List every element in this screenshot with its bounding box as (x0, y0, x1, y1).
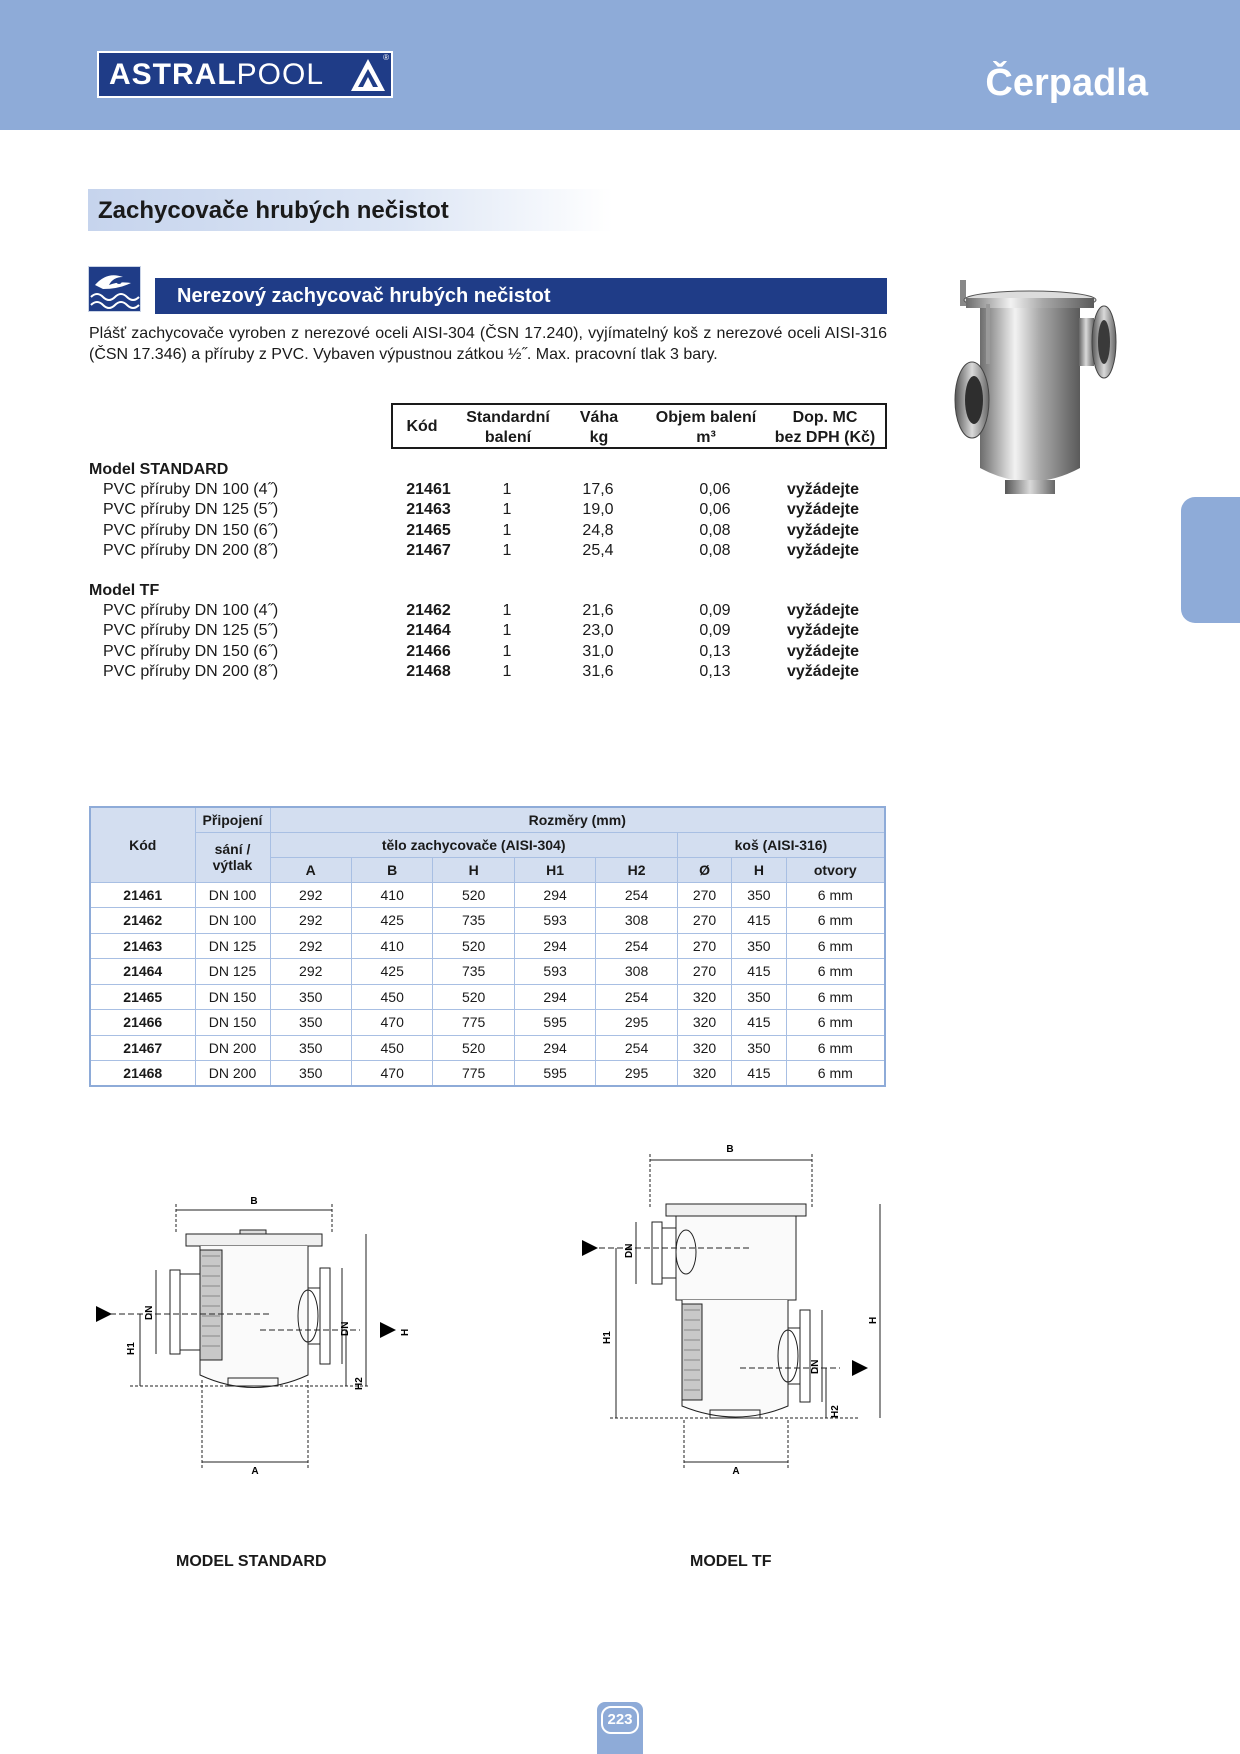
table-cell: 520 (433, 933, 514, 959)
spec-row: PVC příruby DN 100 (4˝) 21461 1 17,6 0,06 vyžádejte (103, 481, 860, 498)
header-code: Kód (406, 418, 438, 435)
table-cell: 735 (433, 959, 514, 985)
table-cell: DN 125 (195, 933, 270, 959)
table-cell: 320 (677, 1010, 731, 1036)
table-cell: 350 (732, 984, 786, 1010)
dimensions-table-body (90, 882, 885, 1086)
label-h: H (400, 1328, 411, 1336)
table-cell: DN 200 (195, 1035, 270, 1061)
table-cell: 6 mm (786, 1010, 885, 1036)
label-dn-right: DN (340, 1321, 351, 1336)
caption-model-standard: MODEL STANDARD (176, 1553, 327, 1570)
table-cell: 254 (596, 933, 678, 959)
table-cell: 470 (351, 1061, 432, 1087)
table-cell: 254 (596, 1035, 678, 1061)
table-cell: 593 (514, 908, 595, 934)
table-cell: 292 (270, 908, 351, 934)
spec-table-header (391, 403, 887, 449)
table-cell: 520 (433, 984, 514, 1010)
table-cell: 21467 (90, 1035, 195, 1061)
table-cell: DN 125 (195, 959, 270, 985)
table-cell: 270 (677, 908, 731, 934)
table-cell: 425 (351, 959, 432, 985)
table-cell: 520 (433, 1035, 514, 1061)
table-cell: DN 200 (195, 1061, 270, 1087)
table-cell: 292 (270, 882, 351, 908)
table-cell: 350 (732, 933, 786, 959)
table-cell: 775 (433, 1061, 514, 1087)
table-cell: 350 (270, 1035, 351, 1061)
table-cell: 415 (732, 1010, 786, 1036)
label-b: B (726, 1144, 734, 1155)
table-cell: 6 mm (786, 959, 885, 985)
astralpool-logo: ASTRALPOOL ® (97, 51, 393, 98)
table-cell: 294 (514, 933, 595, 959)
table-cell: 21463 (90, 933, 195, 959)
drawing-model-standard (90, 1190, 420, 1480)
table-cell: 21466 (90, 1010, 195, 1036)
table-cell: 254 (596, 882, 678, 908)
label-h2: H2 (830, 1405, 841, 1418)
group-title-standard: Model STANDARD (89, 461, 229, 478)
table-cell: 320 (677, 1061, 731, 1087)
table-cell: 450 (351, 984, 432, 1010)
table-cell: 308 (596, 908, 678, 934)
table-cell: 410 (351, 933, 432, 959)
side-tab (1181, 497, 1240, 623)
label-a: A (732, 1466, 740, 1477)
table-cell: 21462 (90, 908, 195, 934)
spec-row: PVC příruby DN 200 (8˝) 21467 1 25,4 0,08 vyžádejte (103, 541, 860, 559)
table-cell: DN 100 (195, 882, 270, 908)
table-cell: 254 (596, 984, 678, 1010)
table-row (90, 1035, 885, 1061)
product-title: Nerezový zachycovač hrubých nečistot (177, 285, 551, 307)
page-number: 223 (601, 1706, 639, 1734)
dim-col-holes: otvory (786, 857, 885, 882)
registered-mark: ® (383, 53, 389, 62)
dim-header-basket: koš (AISI-316) (677, 832, 885, 857)
table-cell: 775 (433, 1010, 514, 1036)
table-cell: 320 (677, 1035, 731, 1061)
table-cell: 6 mm (786, 908, 885, 934)
dim-col-diameter: Ø (677, 857, 731, 882)
header-price: Dop. MC bez DPH (Kč) (774, 409, 876, 446)
spec-row: PVC příruby DN 150 (6˝) 21466 1 31,0 0,13 vyžádejte (103, 642, 860, 660)
dim-col-a: A (270, 857, 351, 882)
product-description: Plášť zachycovače vyroben z nerezové oceli AISI-304 (ČSN 17.240), vyjímatelný koš z nerezové oceli AISI-316 (ČSN 17.346) a příruby z PVC. Vybaven výpustnou zátkou ½˝. Max. pracovní tlak 3 bary. (89, 325, 887, 363)
spec-row: PVC příruby DN 100 (4˝) 21462 1 21,6 0,09 vyžádejte (103, 602, 860, 620)
table-cell: 270 (677, 933, 731, 959)
heading-box (88, 189, 613, 231)
dim-header-body: tělo zachycovače (AISI-304) (270, 832, 677, 857)
product-title-bar (155, 278, 887, 314)
table-row (90, 984, 885, 1010)
dim-col-h2: H2 (596, 857, 678, 882)
table-row (90, 959, 885, 985)
dim-col-h1: H1 (514, 857, 595, 882)
label-h2: H2 (354, 1377, 365, 1390)
dim-header-code: Kód (90, 807, 195, 882)
table-cell: 294 (514, 882, 595, 908)
label-h: H (868, 1316, 879, 1324)
table-cell: 595 (514, 1061, 595, 1087)
table-cell: 410 (351, 882, 432, 908)
table-cell: 295 (596, 1010, 678, 1036)
page-number-tab (597, 1702, 643, 1754)
dim-header-suction-discharge: sání / výtlak (195, 832, 270, 882)
pool-filter-category-icon (88, 266, 141, 312)
table-cell: 415 (732, 1061, 786, 1087)
group-title-tf: Model TF (89, 582, 160, 600)
table-cell: 470 (351, 1010, 432, 1036)
spec-row: PVC příruby DN 200 (8˝) 21468 1 31,6 0,13 vyžádejte (103, 663, 860, 681)
dim-col-basket-h: H (732, 857, 786, 882)
dimensions-table (89, 806, 886, 1087)
spec-row: PVC příruby DN 150 (6˝) 21465 1 24,8 0,08 vyžádejte (103, 521, 860, 539)
table-cell: 6 mm (786, 933, 885, 959)
table-row (90, 1061, 885, 1087)
table-cell: 415 (732, 959, 786, 985)
table-cell: 350 (732, 1035, 786, 1061)
section-title: Čerpadla (985, 62, 1148, 104)
dim-col-h: H (433, 857, 514, 882)
table-cell: 520 (433, 882, 514, 908)
table-cell: DN 150 (195, 984, 270, 1010)
table-cell: 595 (514, 1010, 595, 1036)
header-volume: Objem balení m³ (655, 409, 757, 446)
drawing-model-tf (570, 1138, 900, 1478)
table-cell: 295 (596, 1061, 678, 1087)
table-cell: 21464 (90, 959, 195, 985)
caption-model-tf: MODEL TF (690, 1553, 772, 1570)
table-cell: 292 (270, 959, 351, 985)
table-row (90, 882, 885, 908)
table-cell: 294 (514, 1035, 595, 1061)
table-cell: 6 mm (786, 1061, 885, 1087)
label-a: A (251, 1466, 259, 1477)
table-cell: 6 mm (786, 984, 885, 1010)
header-weight: Váha kg (579, 409, 619, 446)
table-cell: 425 (351, 908, 432, 934)
dim-header-dimensions: Rozměry (mm) (270, 807, 885, 832)
spec-table-body (89, 460, 889, 682)
table-cell: 415 (732, 908, 786, 934)
astralpool-triangle-icon (349, 57, 387, 93)
table-cell: 6 mm (786, 1035, 885, 1061)
label-h1: H1 (602, 1331, 613, 1344)
table-cell: 21468 (90, 1061, 195, 1087)
table-cell: 450 (351, 1035, 432, 1061)
table-cell: 735 (433, 908, 514, 934)
table-cell: 6 mm (786, 882, 885, 908)
table-cell: 350 (270, 1010, 351, 1036)
table-row (90, 933, 885, 959)
table-cell: 350 (270, 984, 351, 1010)
table-cell: 294 (514, 984, 595, 1010)
table-cell: 21465 (90, 984, 195, 1010)
spec-row: PVC příruby DN 125 (5˝) 21463 1 19,0 0,06 vyžádejte (103, 501, 860, 519)
table-cell: 350 (270, 1061, 351, 1087)
page-heading: Zachycovače hrubých nečistot (98, 197, 449, 224)
table-row (90, 1010, 885, 1036)
table-cell: 320 (677, 984, 731, 1010)
table-cell: 270 (677, 959, 731, 985)
label-dn-left: DN (144, 1305, 155, 1320)
label-dn-left: DN (624, 1243, 635, 1258)
product-photo (950, 280, 1120, 515)
table-cell: 308 (596, 959, 678, 985)
label-b: B (250, 1196, 258, 1207)
table-cell: 292 (270, 933, 351, 959)
label-dn-right: DN (810, 1359, 821, 1374)
dim-col-b: B (351, 857, 432, 882)
table-cell: DN 150 (195, 1010, 270, 1036)
table-cell: 21461 (90, 882, 195, 908)
dim-header-connection: Připojení (195, 807, 270, 832)
table-cell: 270 (677, 882, 731, 908)
table-cell: 593 (514, 959, 595, 985)
header-standard-pack: Standardní balení (466, 409, 550, 446)
label-h1: H1 (126, 1342, 137, 1355)
spec-row: PVC příruby DN 125 (5˝) 21464 1 23,0 0,09 vyžádejte (103, 622, 860, 640)
table-row (90, 908, 885, 934)
table-cell: 350 (732, 882, 786, 908)
table-cell: DN 100 (195, 908, 270, 934)
